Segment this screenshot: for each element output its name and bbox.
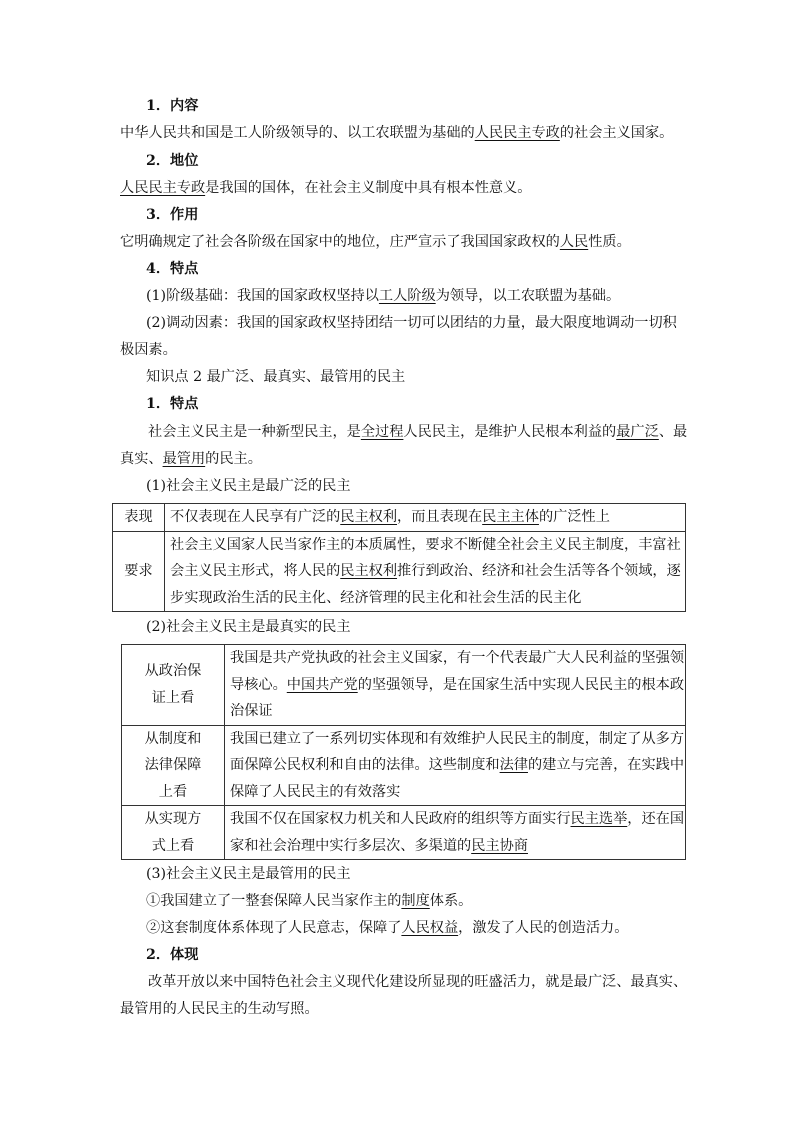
- table-row: [113, 531, 686, 612]
- sub3-item-2: ②这套制度体系体现了人民意志，保障了人民权益，激发了人民的创造活力。: [146, 920, 629, 936]
- blank-answer: 中国共产党: [286, 676, 358, 693]
- blank-answer: 人民权益: [401, 920, 459, 936]
- row-label-realization: 从实现方 式上看: [122, 806, 225, 860]
- table-row: [122, 725, 686, 806]
- feature-mobilize-line1: (2)调动因素：我国的国家政权坚持团结一切可以团结的力量，最大限度地调动一切积: [146, 315, 677, 331]
- blank-answer: 民主权利: [340, 563, 398, 579]
- knowledge-point-title: 知识点 2 最广泛、最真实、最管用的民主: [146, 369, 406, 385]
- blank-answer: 最管用: [162, 451, 206, 467]
- role-heading: 3．作用: [146, 207, 199, 223]
- broadest-democracy-table: [112, 503, 686, 612]
- sub2-title: (2)社会主义民主是最真实的民主: [146, 619, 351, 635]
- embody-line2: 最管用的人民民主的生动写照。: [120, 1001, 319, 1017]
- s2-features-heading: 1．特点: [146, 396, 199, 412]
- status-heading: 2．地位: [146, 153, 199, 169]
- table-row: [122, 645, 686, 726]
- blank-answer: 制度: [401, 893, 430, 909]
- row-label-institution: 从制度和 法律保障 上看: [122, 725, 225, 806]
- features-heading: 4．特点: [146, 261, 199, 277]
- feature-class-basis: (1)阶级基础：我国的国家政权坚持以工人阶级为领导，以工农联盟为基础。: [146, 288, 621, 304]
- content-paragraph: 中华人民共和国是工人阶级领导的、以工农联盟为基础的人民民主专政的社会主义国家。: [120, 125, 674, 141]
- blank-answer: 工人阶级: [378, 288, 436, 304]
- role-paragraph: 它明确规定了社会各阶级在国家中的地位，庄严宣示了我国国家政权的人民性质。: [120, 234, 631, 250]
- feature-mobilize-line2: 极因素。: [120, 342, 177, 358]
- blank-answer: 最广泛: [616, 424, 659, 440]
- sub3-item-1: ①我国建立了一整套保障人民当家作主的制度体系。: [146, 893, 473, 909]
- content-heading: 1．内容: [146, 98, 199, 114]
- row-label-expression: 表现: [113, 504, 165, 532]
- truest-democracy-table: [121, 644, 686, 860]
- row-label-political: 从政治保 证上看: [122, 645, 225, 726]
- row-text-requirement: 社会主义国家人民当家作主的本质属性，要求不断健全社会主义民主制度，丰富社 会主义民主形式，将人民的民主权利推行到政治、经济和社会生活等各个领域，逐 步实现政治生活的民主化、经济管理的民主化和社会生活的民主化: [165, 531, 686, 612]
- blank-answer: 民主选举: [570, 811, 628, 827]
- s2-intro-line2: 真实、最管用的民主。: [120, 451, 262, 467]
- row-text-political: 我国是共产党执政的社会主义国家，有一个代表最广大人民利益的坚强领 导核心。中国共产党的坚强领导，是在国家生活中实现人民民主的根本政 治保证: [225, 645, 686, 726]
- table-row: [113, 504, 686, 532]
- row-label-requirement: 要求: [113, 531, 165, 612]
- blank-answer: 法律: [499, 757, 528, 773]
- row-text-realization: 我国不仅在国家权力机关和人民政府的组织等方面实行民主选举，还在国 家和社会治理中实行多层次、多渠道的民主协商: [225, 806, 686, 860]
- blank-answer: 民主协商: [471, 837, 528, 854]
- blank-answer: 民主主体: [482, 509, 539, 525]
- row-text-expression: 不仅表现在人民享有广泛的民主权利，而且表现在民主主体的广泛性上: [165, 504, 686, 532]
- embody-heading: 2．体现: [146, 947, 199, 963]
- blank-answer: 人民民主专政: [474, 125, 560, 141]
- s2-intro-line1: 社会主义民主是一种新型民主，是全过程人民民主，是维护人民根本利益的最广泛、最: [148, 424, 688, 440]
- sub1-title: (1)社会主义民主是最广泛的民主: [146, 478, 351, 494]
- table-row: [122, 806, 686, 860]
- row-text-institution: 我国已建立了一系列切实体现和有效维护人民民主的制度，制定了从多方 面保障公民权利和自由的法律。这些制度和法律的建立与完善，在实践中 保障了人民民主的有效落实: [225, 725, 686, 806]
- blank-answer: 人民民主专政: [120, 180, 206, 196]
- embody-line1: 改革开放以来中国特色社会主义现代化建设所显现的旺盛活力，就是最广泛、最真实、: [148, 974, 688, 990]
- sub3-title: (3)社会主义民主是最管用的民主: [146, 866, 351, 882]
- blank-answer: 民主权利: [340, 509, 398, 525]
- blank-answer: 全过程: [360, 424, 404, 440]
- blank-answer: 人民: [559, 234, 589, 250]
- status-paragraph: 人民民主专政是我国的国体，在社会主义制度中具有根本性意义。: [120, 180, 532, 196]
